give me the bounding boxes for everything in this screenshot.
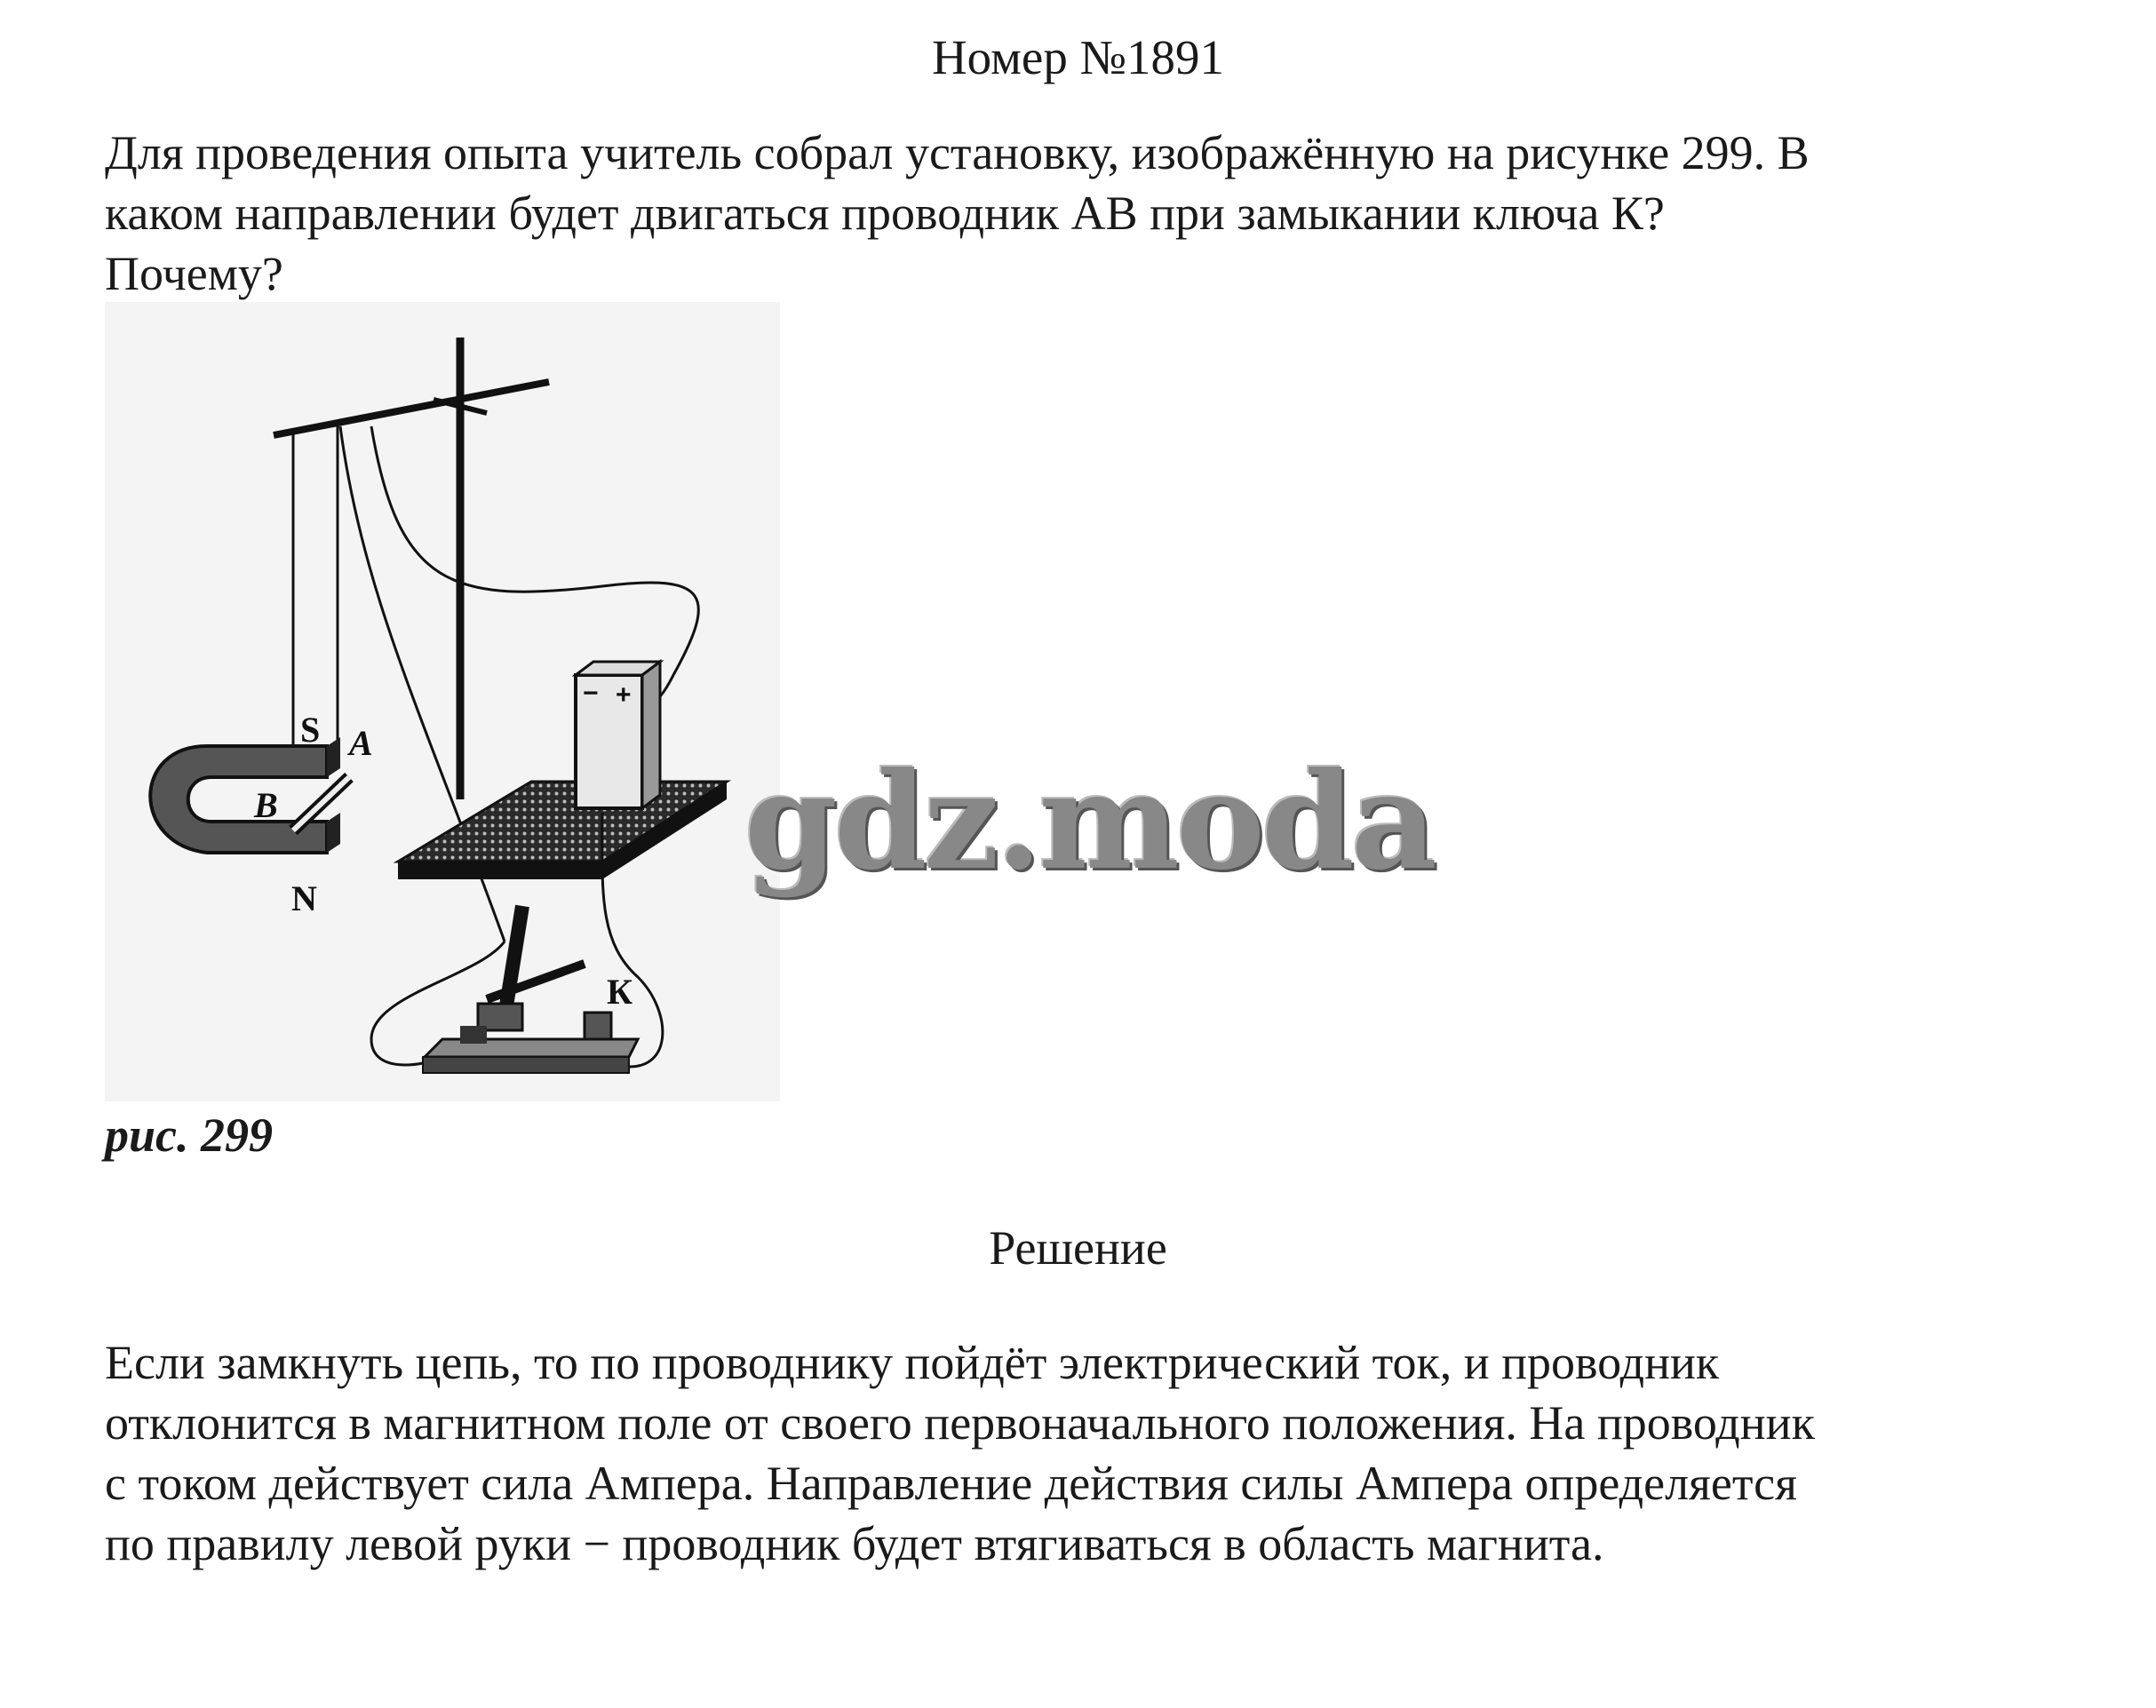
label-plus: +: [616, 680, 632, 710]
label-k: К: [607, 972, 633, 1012]
experiment-figure: [105, 302, 780, 1101]
problem-line: каком направлении будет двигаться проводник АВ при замыкании ключа К?: [105, 187, 1665, 240]
page-title: Номер №1891: [931, 30, 1225, 84]
label-n: N: [291, 878, 317, 918]
problem-line: Почему?: [105, 247, 283, 300]
label-minus: −: [583, 679, 599, 708]
label-b: B: [254, 785, 278, 825]
problem-text: [105, 123, 2059, 304]
solution-line: отклонится в магнитном поле от своего первоначального положения. На проводник: [105, 1396, 1815, 1450]
label-a: A: [349, 723, 373, 763]
solution-line: по правилу левой руки − проводник будет втягиваться в область магнита.: [105, 1517, 1604, 1570]
solution-line: с током действует сила Ампера. Направление действия силы Ампера определяется: [105, 1457, 1797, 1510]
watermark-logo: gdz.moda: [744, 743, 1435, 900]
solution-line: Если замкнуть цепь, то по проводнику пойдёт электрический ток, и проводник: [105, 1336, 1720, 1389]
label-s: S: [300, 710, 321, 750]
figure-caption: рис. 299: [105, 1108, 273, 1162]
problem-line: Для проведения опыта учитель собрал установку, изображённую на рисунке 299. В: [105, 126, 1810, 179]
solution-title: Решение: [989, 1221, 1167, 1275]
solution-text: [105, 1332, 2112, 1574]
